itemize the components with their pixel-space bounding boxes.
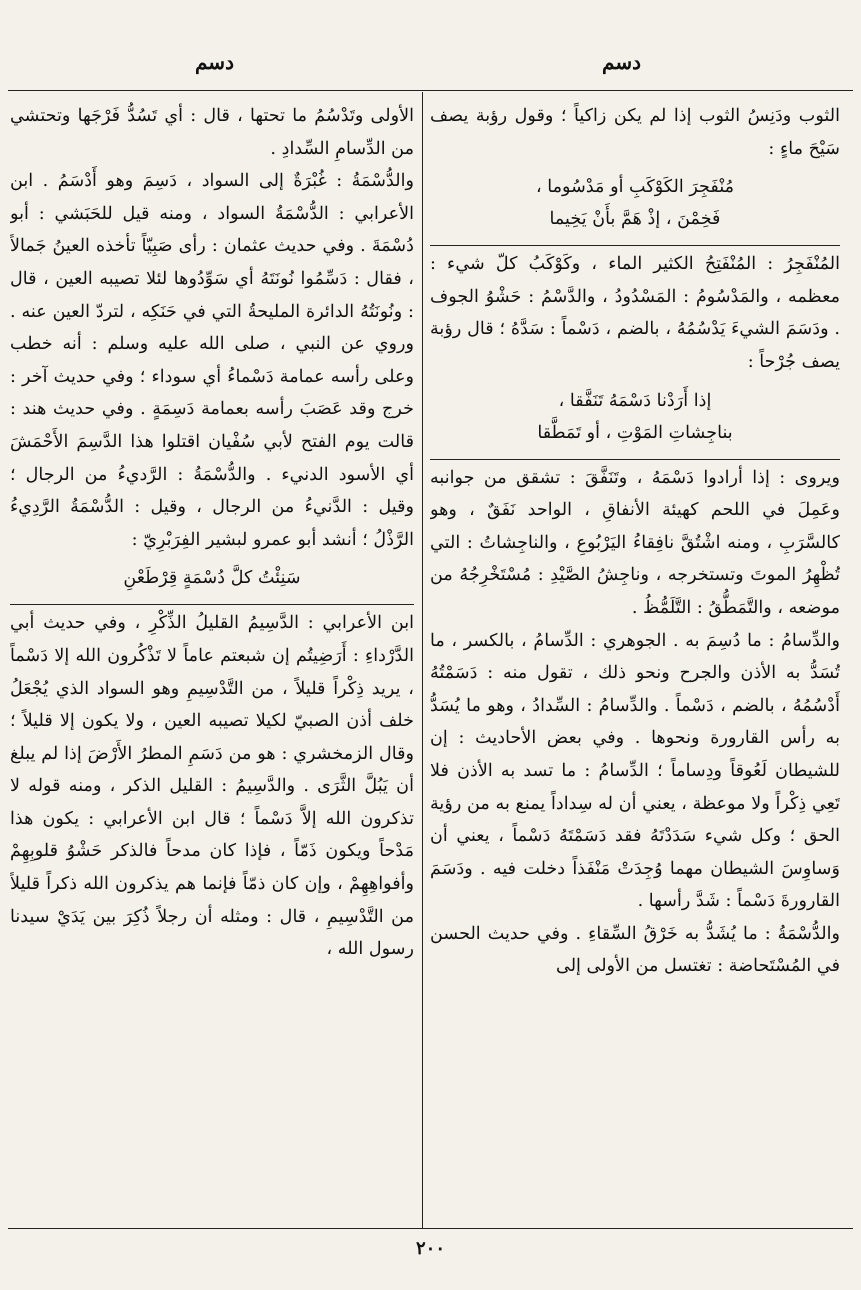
running-head-left: دسم [195, 50, 234, 74]
verse-block [430, 171, 840, 235]
verse-line: مُنْفَجِرَ الكَوْكَبِ أو مَدْسُوما ، [535, 177, 735, 198]
verse-line: بناجِشاتِ المَوْتِ ، أو تَمَطَّقا [537, 422, 733, 443]
paragraph: الأولى وتَدْسُمُ ما تحتها ، قال : أي تَسُدُّ فَرْجَها وتحتشي من الدِّسامِ السِّدادِ . [10, 106, 414, 159]
running-head-right: دسم [602, 50, 641, 74]
verse-line: سَنِئْتُ كلَّ دُسْمَةٍ قِرْطَعْنِ [123, 568, 301, 589]
section-divider [430, 245, 840, 246]
paragraph: والدُّسْمَةُ : ما يُشَدُّ به خَرْقُ السِّقاءِ . وفي حديث الحسن في المُسْتَحاضة : تغتسل من الأولى إلى [430, 923, 840, 977]
paragraph: والدِّسامُ : ما دُسِمَ به . الجوهري : الدِّسامُ ، بالكسر ، ما تُسَدُّ به الأذن والجرح ونحو ذلك ، تقول منه : دَسَمْتُهُ أَدْسُمُهُ ، بالضم ، دَسْماً . والدِّسامُ : السِّدادُ ، وهو ما يُسَدُّ به رأس القارورة ونحوها . وفي بعض الأحاديث : إن للشيطان لَعُوقاً ودِساماً ؛ الدِّسامُ : ما تسد به الأذن فلا تَعِي ذِكْراً ولا موعظة ، يعني أن له سِداداً يمنع به من رؤية الحق ؛ وكل شيء سَدَدْتَهُ فقد دَسَمْتَهُ دَسْماً ، يعني أن وَساوِسَ الشيطان مهما وُجِدَتْ مَنْفَذاً دخلت فيه . ودَسَمَ القارورةَ دَسْماً : شَدَّ رأسها . [430, 630, 840, 912]
left-column [10, 100, 414, 1220]
verse-block [10, 562, 414, 594]
page-number: ٢٠٠ [415, 1238, 445, 1259]
paragraph: الثوب ودَنِسُ الثوب إذا لم يكن زاكياً ؛ وقول رؤبة يصف سَيْحَ ماءٍ : [430, 106, 840, 159]
paragraph: المُنْفَجِرُ : المُنْفَتِحُ الكثير الماء ، وكَوْكَبُ كلّ شيء : معظمه ، والمَدْسُومُ : المَسْدُودُ ، والدَّسْمُ : حَشْوُ الجوف . ودَسَمَ الشيءَ يَدْسُمُهُ ، بالضم ، دَسْماً : سَدَّهُ ؛ قال رؤبة يصف جُرْحاً : [430, 254, 840, 372]
paragraph: ابن الأعرابي : الدَّسِيمُ القليلُ الذِّكْرِ ، وفي حديث أبي الدَّرْداءِ : أَرَضِيتُم إن شبعتم عاماً لا تَذْكُرون الله إلا دَسْماً ، يريد ذِكْراً قليلاً ، من التَّدْسِيمِ وهو السواد الذي يُجْعَلُ خلف أذن الصبيّ لكيلا تصيبه العين ، ولا يكون إلا قليلاً ؛ وقال الزمخشري : هو من دَسَمِ المطرُ الأَرْضَ إذا لم يبلغ أن يَبُلَّ الثَّرَى . والدَّسِيمُ : القليل الذكر ، ومنه قوله لا تذكرون الله إلاَّ دَسْماً ؛ قال ابن الأعرابي : يكون هذا مَدْحاً ويكون ذَمّاً ، فإذا كان مدحاً فالذكر حَشْوُ قلوبِهِمْ وأفواهِهِمْ ، وإن كان ذمّاً فإنما هم يذكرون الله ذكراً قليلاً من التَّدْسِيمِ ، قال : ومثله أن رجلاً ذُكِرَ بين يَدَيْ سيدنا رسول الله ، [10, 613, 414, 960]
column-divider [422, 92, 423, 1228]
verse-line: فَخِمْنَ ، إذْ هَمَّ بأَنْ يَخِيما [549, 209, 721, 230]
right-column [430, 100, 840, 1220]
verse-line: إذا أَرَدْنا دَسْمَهُ تَنَفَّقا ، [558, 390, 712, 411]
verse-block [430, 385, 840, 449]
section-divider [430, 459, 840, 460]
paragraph: ويروى : إذا أرادوا دَسْمَهُ ، وتَنَفَّقَ : تشقق من جوانبه وعَمِلَ في اللحم كهيئة الأنفاقِ ، الواحد نَفَقٌ ، وهو كالسَّرَبِ ، ومنه اشْتُقَّ نافِقاءُ اليَرْبُوعِ ، والناجِشاتُ : التي تُظْهِرُ الموتَ وتستخرجه ، وناجِشُ الصَّيْدِ : مُسْتَخْرِجُهُ من موضعه ، والتَّمَطُّقُ : التَّلَمُّظُ . [430, 467, 840, 618]
header-rule [8, 90, 853, 91]
paragraph: والدُّسْمَةُ : غُبْرَةٌ إلى السواد ، دَسِمَ وهو أَدْسَمُ . ابن الأعرابي : الدُّسْمَةُ السواد ، ومنه قيل للحَبَشي : أبو دُسْمَةَ . وفي حديث عثمان : رأى صَبِيّاً تأخذه العينُ جَمالاً ، فقال : دَسِّمُوا نُونَتَهُ أي سَوِّدُوها لئلا تصيبه العين ، قال : ونُونَتُهُ الدائرة المليحةُ التي في حَنَكِه ، لتردّ العين عنه . وروي عن النبي ، صلى الله عليه وسلم : أنه خطب وعلى رأسه عمامة دَسْماءُ أي سوداء ؛ وفي حديث آخر : خرج وقد عَصَبَ رأسه بعمامة دَسِمَةٍ . وفي حديث هند : قالت يوم الفتح لأبي سُفْيان اقتلوا هذا الدَّسِمَ الأَحْمَشَ أي الأسود الدنيء . والدُّسْمَةُ : الرَّديءُ من الرجال ؛ وقيل : الدَّنيءُ من الرجال ، وقيل : الدُّسْمَةُ الرَّدِيءُ الرَّذْلُ ؛ أنشد أبو عمرو لبشير الفِرَبْرِيّ : [10, 171, 414, 550]
footer-rule [8, 1228, 853, 1229]
section-divider [10, 604, 414, 605]
